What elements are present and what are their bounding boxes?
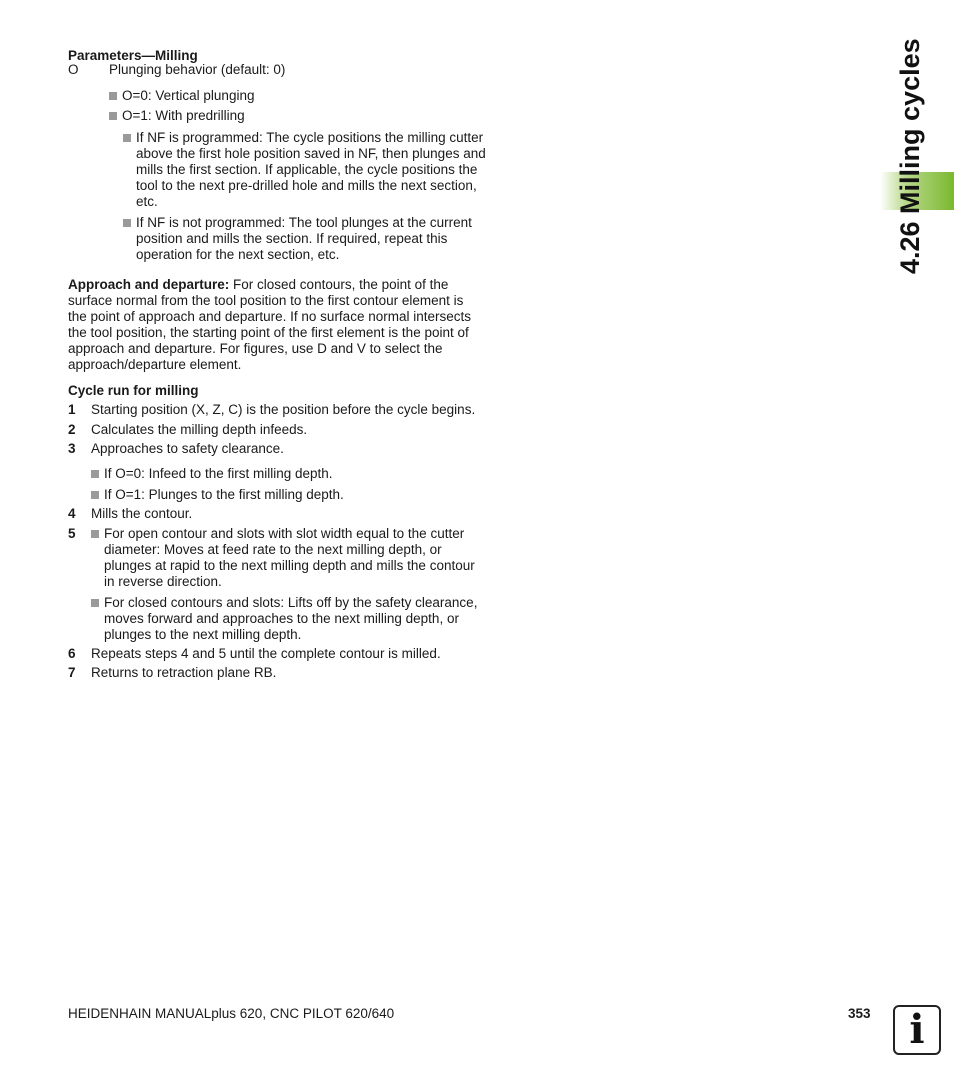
bullet-square-icon: [109, 112, 117, 120]
text-line: moves forward and approaches to the next milling depth, or: [104, 611, 459, 626]
text-line: operation for the next section, etc.: [136, 247, 340, 262]
chapter-title: 4.26 Milling cycles: [895, 38, 925, 274]
text-line: surface normal from the tool position to the first contour element is: [68, 293, 464, 308]
step-text: Starting position (X, Z, C) is the position before the cycle begins.: [91, 402, 476, 417]
parameters-heading: Parameters—Milling: [68, 48, 198, 63]
bullet-square-icon: [123, 219, 131, 227]
text-line: above the first hole position saved in NF, then plunges and: [136, 146, 486, 161]
text-line: approach and departure. For figures, use D and V to select the: [68, 341, 443, 356]
bullet-square-icon: [91, 491, 99, 499]
text-line: the point of approach and departure. If no surface normal intersects: [68, 309, 471, 324]
list-item: If NF is programmed: The cycle positions the milling cutter: [123, 130, 483, 146]
list-item: O=0: Vertical plunging: [109, 88, 254, 104]
list-item: For closed contours and slots: Lifts off by the safety clearance,: [91, 595, 477, 611]
text-line: plunges to the next milling depth.: [104, 627, 302, 642]
bullet-square-icon: [109, 92, 117, 100]
text-line: diameter: Moves at feed rate to the next milling depth, or: [104, 542, 442, 557]
step-number: 7: [68, 665, 76, 680]
step-text: Repeats steps 4 and 5 until the complete contour is milled.: [91, 646, 441, 661]
step-number: 5: [68, 526, 76, 541]
step-text: Calculates the milling depth infeeds.: [91, 422, 308, 437]
step-number: 2: [68, 422, 76, 437]
step-text: Returns to retraction plane RB.: [91, 665, 277, 680]
text-line: position and mills the section. If required, repeat this: [136, 231, 448, 246]
param-o-description: Plunging behavior (default: 0): [109, 62, 286, 77]
text-line: plunges at rapid to the next milling depth and mills the contour: [104, 558, 475, 573]
info-icon: i: [893, 1005, 941, 1055]
text-line: etc.: [136, 194, 158, 209]
bullet-square-icon: [91, 470, 99, 478]
list-item: For open contour and slots with slot width equal to the cutter: [91, 526, 464, 542]
step-number: 4: [68, 506, 76, 521]
list-item: If O=0: Infeed to the first milling depth.: [91, 466, 333, 482]
cycle-heading: Cycle run for milling: [68, 383, 199, 398]
list-item: If NF is not programmed: The tool plunges at the current: [123, 215, 472, 231]
step-number: 3: [68, 441, 76, 456]
step-number: 1: [68, 402, 76, 417]
text-line: in reverse direction.: [104, 574, 222, 589]
page-number: 353: [848, 1006, 871, 1021]
list-item: O=1: With predrilling: [109, 108, 245, 124]
param-o-letter: O: [68, 62, 79, 77]
text-line: the tool position, the starting point of the first element is the point of: [68, 325, 469, 340]
bullet-square-icon: [123, 134, 131, 142]
step-text: Approaches to safety clearance.: [91, 441, 284, 456]
bullet-square-icon: [91, 599, 99, 607]
step-number: 6: [68, 646, 76, 661]
text-line: approach/departure element.: [68, 357, 242, 372]
text-line: tool to the next pre-drilled hole and mills the next section,: [136, 178, 477, 193]
approach-paragraph: Approach and departure: For closed contours, the point of the: [68, 277, 449, 292]
footer-manual-title: HEIDENHAIN MANUALplus 620, CNC PILOT 620/640: [68, 1006, 395, 1021]
bullet-square-icon: [91, 530, 99, 538]
text-line: mills the first section. If applicable, the cycle positions the: [136, 162, 478, 177]
list-item: If O=1: Plunges to the first milling depth.: [91, 487, 344, 503]
step-text: Mills the contour.: [91, 506, 193, 521]
